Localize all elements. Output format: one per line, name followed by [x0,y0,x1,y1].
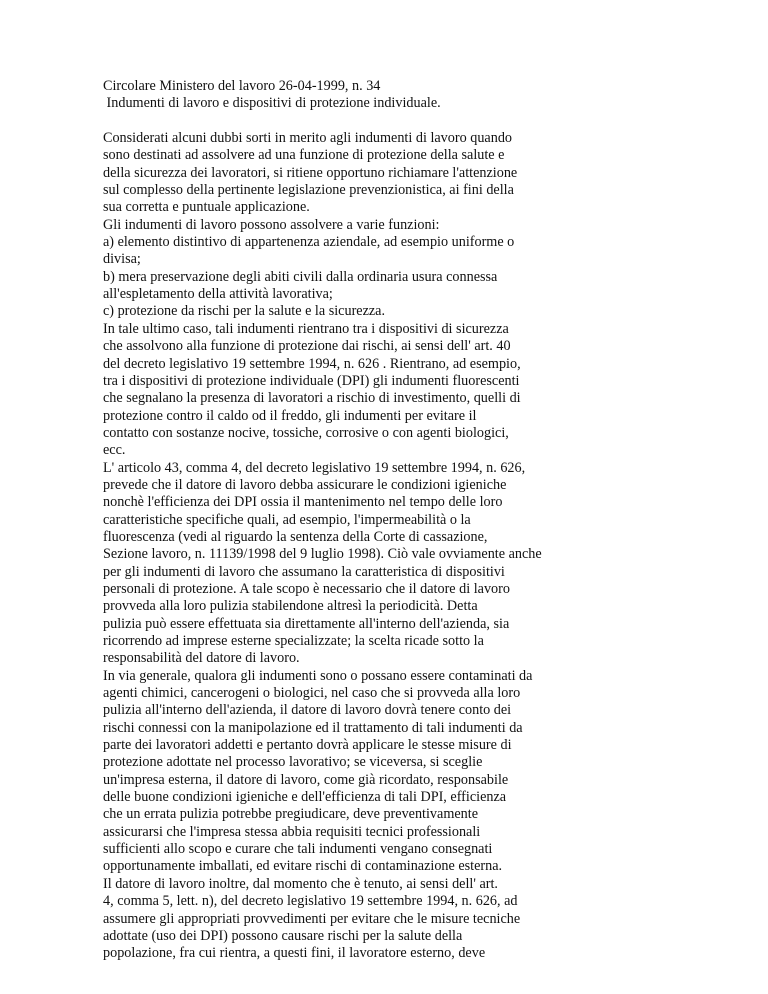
body-line: che segnalano la presenza di lavoratori a rischio di investimento, quelli di [103,390,521,407]
paragraph-gap [103,113,743,130]
document-subtitle: Indumenti di lavoro e dispositivi di protezione individuale. [103,95,441,112]
document-body [103,130,743,963]
body-line: assicurarsi che l'impresa stessa abbia requisiti tecnici professionali [103,823,481,840]
body-line: ricorrendo ad imprese esterne specializzate; la scelta ricade sotto la [103,633,484,649]
body-line: adottate (uso dei DPI) possono causare rischi per la salute della [103,927,463,944]
body-line: sufficienti allo scopo e curare che tali indumenti vengano consegnati [103,841,493,858]
body-line: popolazione, fra cui rientra, a questi fini, il lavoratore esterno, deve [103,945,486,962]
body-line: b) mera preservazione degli abiti civili dalla ordinaria usura connessa [103,268,498,285]
body-line: tra i dispositivi di protezione individuale (DPI) gli indumenti fluorescenti [103,372,520,389]
body-line: In via generale, qualora gli indumenti sono o possano essere contaminati da [103,667,533,684]
body-line: Il datore di lavoro inoltre, dal momento che è tenuto, ai sensi dell' art. [103,875,498,892]
body-line: In tale ultimo caso, tali indumenti rientrano tra i dispositivi di sicurezza [103,320,509,337]
body-line: responsabilità del datore di lavoro. [103,650,300,667]
body-line: caratteristiche specifiche quali, ad esempio, l'impermeabilità o la [103,511,471,528]
body-line: ecc. [103,442,126,459]
body-line: nonchè l'efficienza dei DPI ossia il mantenimento nel tempo delle loro [103,494,503,511]
body-line: sul complesso della pertinente legislazione prevenzionistica, ai fini della [103,182,514,199]
body-line: Sezione lavoro, n. 11139/1998 del 9 luglio 1998). Ciò vale ovviamente anche [103,546,542,563]
body-line: agenti chimici, cancerogeni o biologici, nel caso che si provveda alla loro [103,685,521,702]
body-line: opportunamente imballati, ed evitare rischi di contaminazione esterna. [103,858,503,875]
body-line: 4, comma 5, lett. n), del decreto legislativo 19 settembre 1994, n. 626, ad [103,893,518,910]
body-line: c) protezione da rischi per la salute e la sicurezza. [103,303,386,320]
body-line: fluorescenza (vedi al riguardo la sentenza della Corte di cassazione, [103,528,488,545]
body-line: protezione contro il caldo od il freddo, gli indumenti per evitare il [103,407,477,424]
body-line: contatto con sostanze nocive, tossiche, corrosive o con agenti biologici, [103,424,509,441]
body-line: divisa; [103,251,141,268]
body-line: sua corretta e puntuale applicazione. [103,199,310,216]
body-line: Considerati alcuni dubbi sorti in merito agli indumenti di lavoro quando [103,130,513,147]
body-line: un'impresa esterna, il datore di lavoro, come già ricordato, responsabile [103,771,509,788]
body-line: protezione adottate nel processo lavorativo; se viceversa, si sceglie [103,754,483,771]
body-line: che assolvono alla funzione di protezione dai rischi, ai sensi dell' art. 40 [103,338,511,355]
body-line: rischi connessi con la manipolazione ed il trattamento di tali indumenti da [103,719,523,736]
body-line: provveda alla loro pulizia stabilendone altresì la periodicità. Detta [103,598,478,615]
document-title: Circolare Ministero del lavoro 26-04-1999, n. 34 [103,78,381,94]
body-line: del decreto legislativo 19 settembre 1994, n. 626 . Rientrano, ad esempio, [103,355,521,372]
body-line: all'espletamento della attività lavorativa; [103,286,333,303]
body-line: prevede che il datore di lavoro debba assicurare le condizioni igieniche [103,476,507,493]
body-line: a) elemento distintivo di appartenenza aziendale, ad esempio uniforme o [103,234,515,251]
body-line: pulizia può essere effettuata sia direttamente all'interno dell'azienda, sia [103,615,510,632]
body-line: della sicurezza dei lavoratori, si ritiene opportuno richiamare l'attenzione [103,164,518,181]
body-line: per gli indumenti di lavoro che assumano la caratteristica di dispositivi [103,563,505,580]
body-line: personali di protezione. A tale scopo è necessario che il datore di lavoro [103,580,510,597]
body-line: parte dei lavoratori addetti e pertanto dovrà applicare le stesse misure di [103,737,512,754]
body-line: pulizia all'interno dell'azienda, il datore di lavoro dovrà tenere conto dei [103,702,512,719]
body-line: L' articolo 43, comma 4, del decreto legislativo 19 settembre 1994, n. 626, [103,459,526,476]
body-line: delle buone condizioni igieniche e dell'efficienza di tali DPI, efficienza [103,789,507,806]
body-line: assumere gli appropriati provvedimenti per evitare che le misure tecniche [103,910,521,927]
body-line: Gli indumenti di lavoro possono assolvere a varie funzioni: [103,216,440,233]
document-text [103,78,743,963]
body-line: sono destinati ad assolvere ad una funzione di protezione della salute e [103,147,505,164]
body-line: che un errata pulizia potrebbe pregiudicare, deve preventivamente [103,806,478,823]
